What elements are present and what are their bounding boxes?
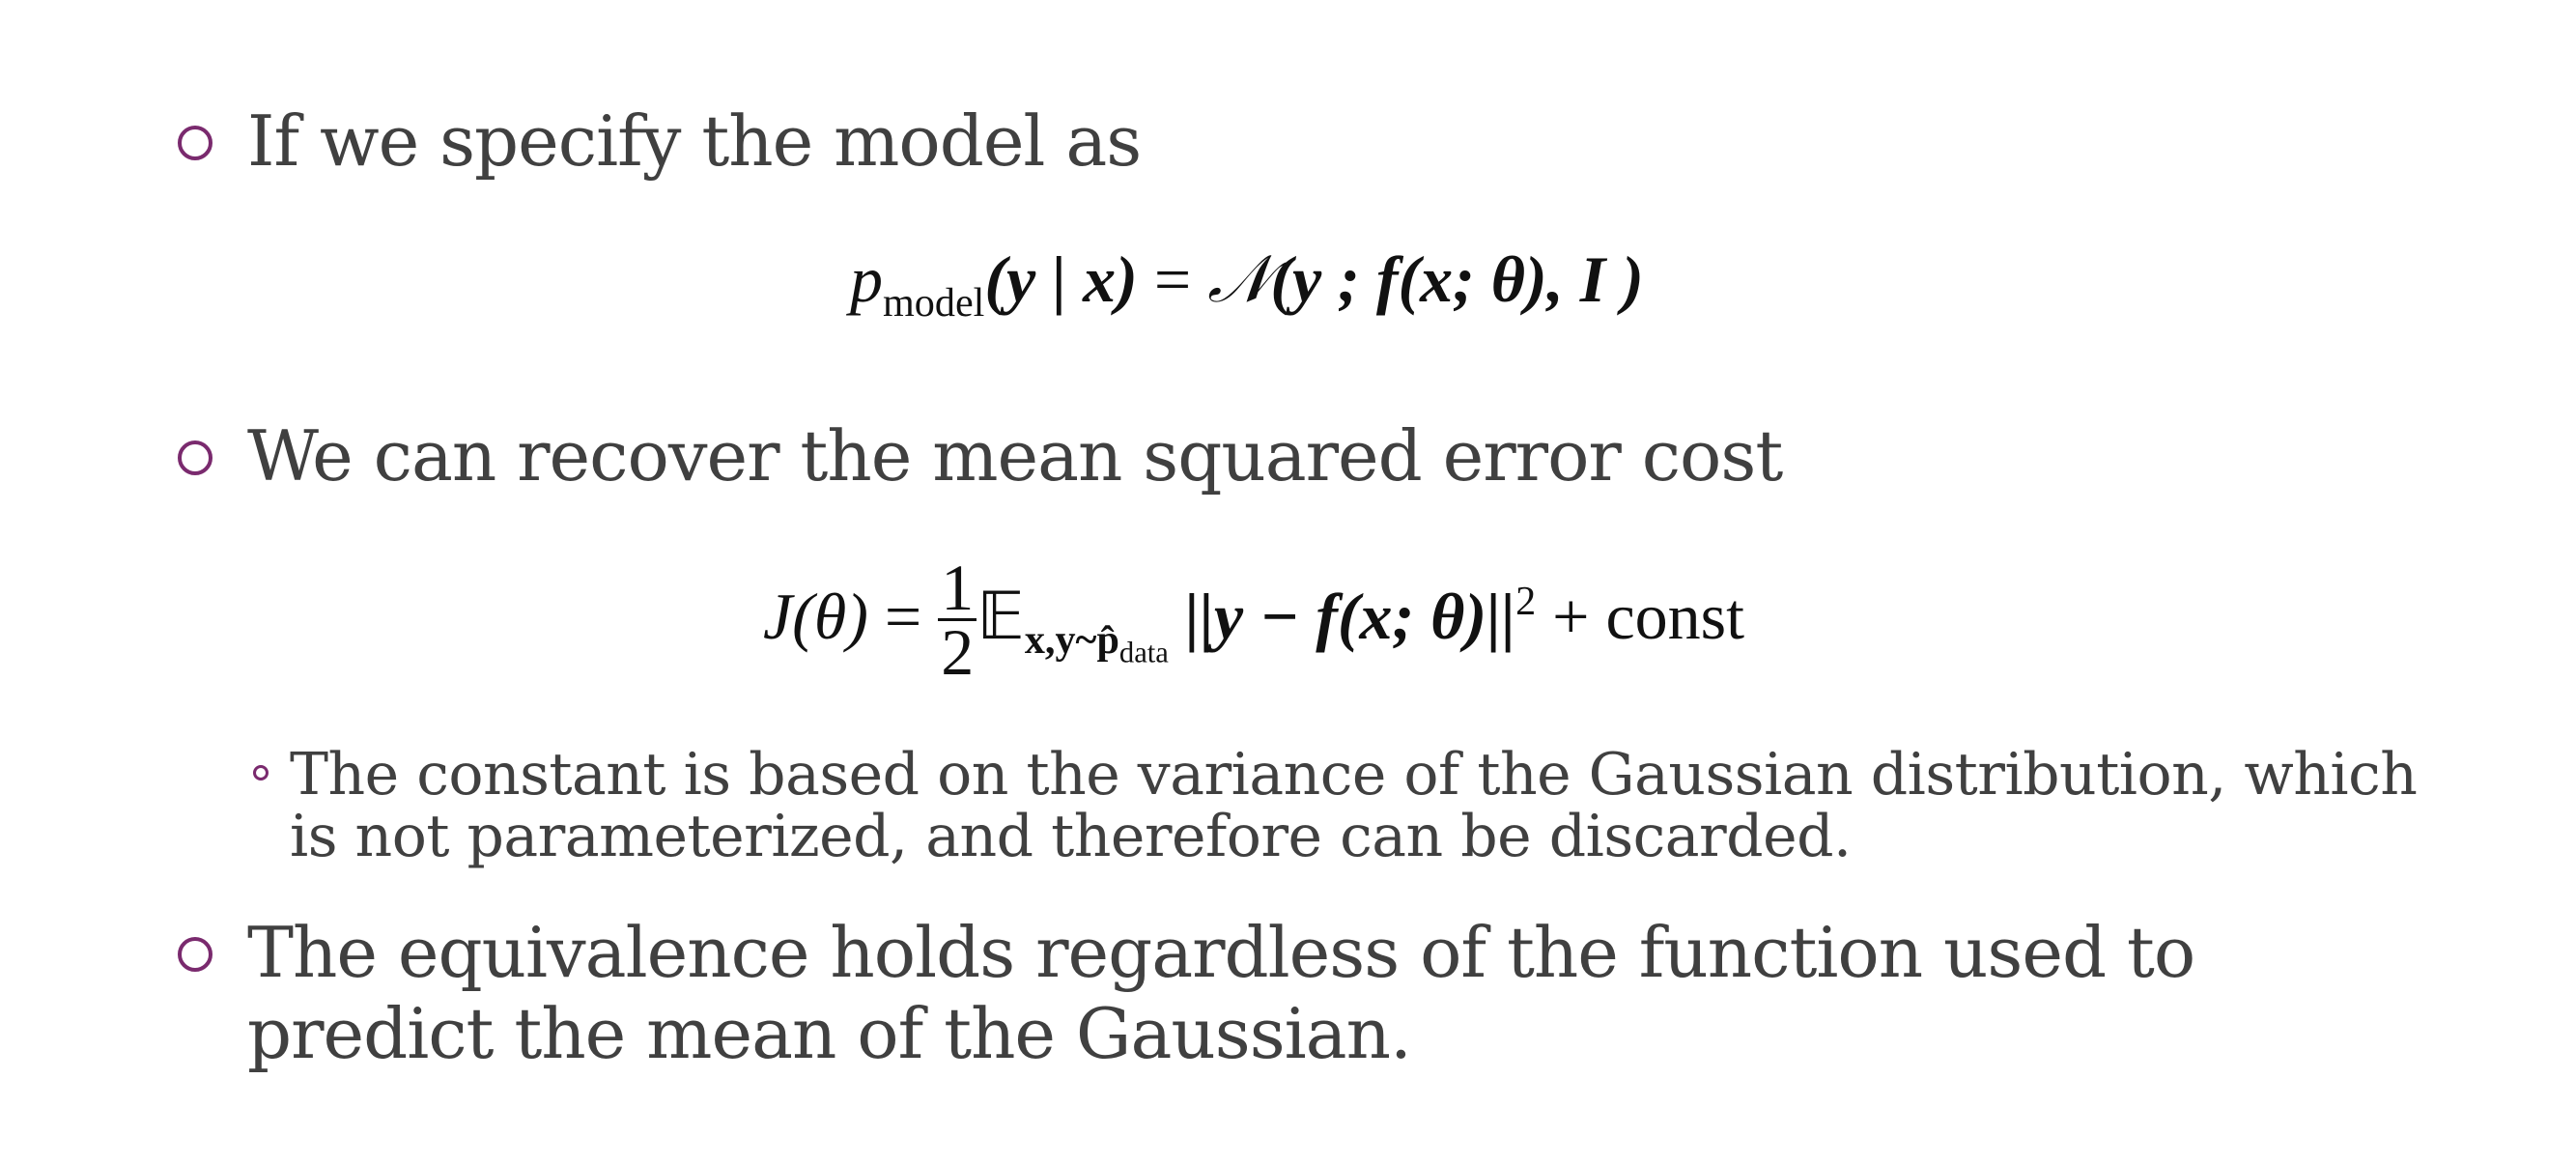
eq2-power: 2 [1515,578,1537,624]
sub-bullet-marker-icon [253,765,269,781]
eq2-tail: + const [1552,580,1745,654]
bullet-2-text: We can recover the mean squared error cost [247,415,1783,497]
eq1-normal: 𝒩 [1207,242,1271,316]
eq2-lhs: J(θ) [763,580,868,654]
bullet-marker-icon [178,126,212,160]
bullet-1 [247,100,2372,182]
eq1-p: p [850,242,883,316]
equation-model [850,241,1644,326]
eq1-rhs-args: (y ; f(x; θ), I ) [1270,242,1644,316]
eq2-frac-den: 2 [941,615,975,689]
eq2-expectation: 𝔼 [977,579,1025,656]
equation-mse [763,551,1745,689]
eq2-frac-num: 1 [938,556,977,621]
eq2-norm: ||y − f(x; θ)|| [1184,580,1516,654]
bullet-1-text: If we specify the model as [247,100,1142,182]
bullet-3-text: The equivalence holds regardless of the function used to predict the mean of the Gaussian. [247,912,2195,1074]
bullet-marker-icon [178,937,212,972]
eq2-fraction [938,551,977,689]
sub-bullet-1 [290,741,2473,870]
bullet-3 [247,912,2420,1074]
sub-bullet-1-text: The constant is based on the variance of the Gaussian distribution, which is not parameterized, and therefore can be discarded. [290,741,2418,870]
eq2-expect-sub: x,y~p̂ [1024,616,1119,663]
eq1-p-sub: model [883,279,985,326]
eq2-expect-sub2: data [1118,636,1169,669]
eq1-equals: = [1153,242,1192,316]
bullet-2 [247,415,2372,497]
eq2-equals: = [884,580,922,654]
bullet-marker-icon [178,440,212,475]
eq1-lhs-args: (y | x) [984,242,1138,316]
